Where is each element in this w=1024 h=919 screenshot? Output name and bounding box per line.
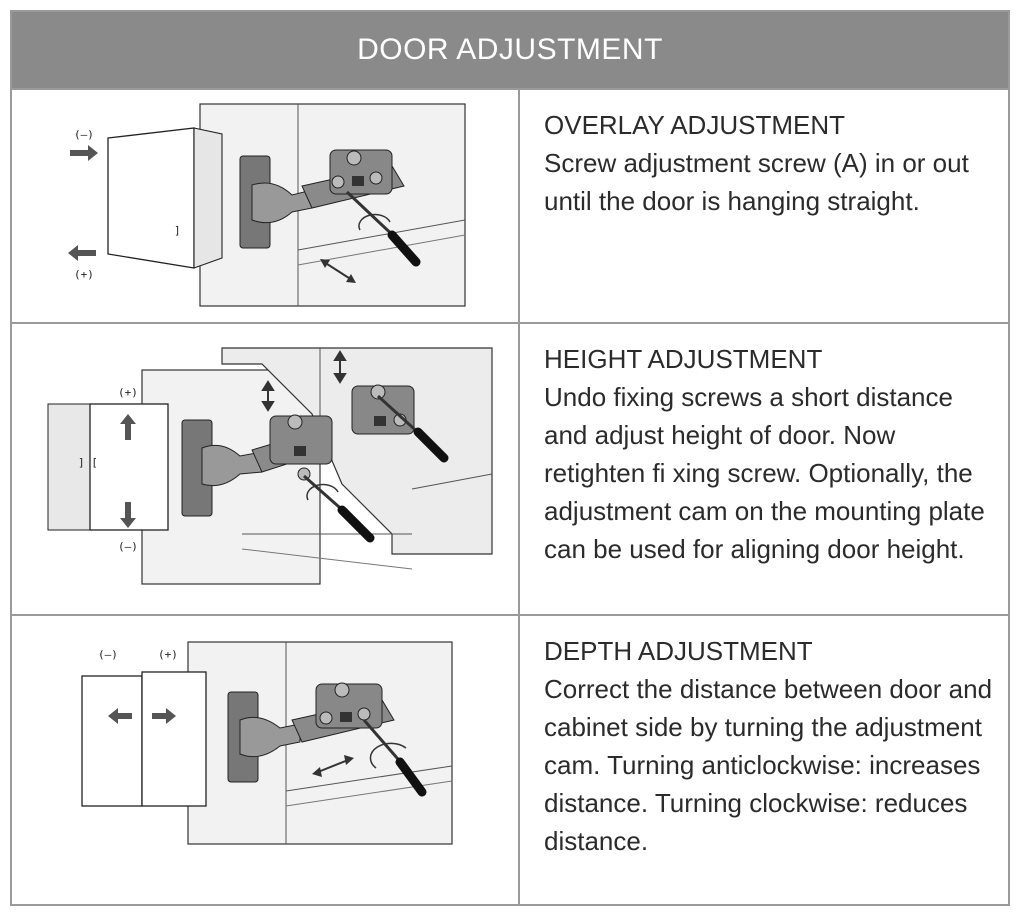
- depth-adjustment-text: [544, 632, 994, 860]
- svg-text:] [: ] [: [78, 456, 98, 469]
- minus-label: (–): [98, 648, 118, 661]
- section-heading: HEIGHT ADJUSTMENT: [544, 344, 823, 374]
- section-body: Correct the distance between door and cabinet side by turning the adjustment cam. Turning anticlockwise: increases distance. Turning clockwise: reduces distance.: [544, 674, 993, 856]
- height-hinge-diagram: [12, 324, 518, 614]
- overlay-hinge-diagram: [12, 90, 518, 322]
- minus-label: (–): [74, 128, 94, 141]
- section-heading: OVERLAY ADJUSTMENT: [544, 110, 845, 140]
- svg-text:]: ]: [174, 224, 181, 237]
- section-body: Undo fixing screws a short distance and adjust height of door. Now retighten fi xing screw. Optionally, the adjustment cam on the mounting plate can be used for aligning door height.: [544, 382, 985, 564]
- height-adjustment-illustration: [12, 324, 520, 614]
- arrow-right-icon: [70, 145, 98, 161]
- minus-label: (–): [118, 540, 138, 553]
- height-adjustment-text: [544, 340, 994, 568]
- page-title: DOOR ADJUSTMENT: [12, 12, 1008, 88]
- plus-label: (+): [158, 648, 178, 661]
- section-body: Screw adjustment screw (A) in or out until the door is hanging straight.: [544, 148, 969, 216]
- plus-label: (+): [118, 386, 138, 399]
- plus-label: (+): [74, 268, 94, 281]
- depth-adjustment-illustration: [12, 616, 520, 906]
- instruction-sheet: [10, 10, 1010, 906]
- overlay-adjustment-illustration: [12, 90, 520, 322]
- overlay-adjustment-section: [12, 88, 1008, 322]
- depth-adjustment-section: [12, 614, 1008, 906]
- depth-hinge-diagram: [12, 616, 518, 906]
- arrow-left-icon: [68, 245, 96, 261]
- height-adjustment-section: [12, 322, 1008, 614]
- section-heading: DEPTH ADJUSTMENT: [544, 636, 813, 666]
- overlay-adjustment-text: [544, 106, 994, 220]
